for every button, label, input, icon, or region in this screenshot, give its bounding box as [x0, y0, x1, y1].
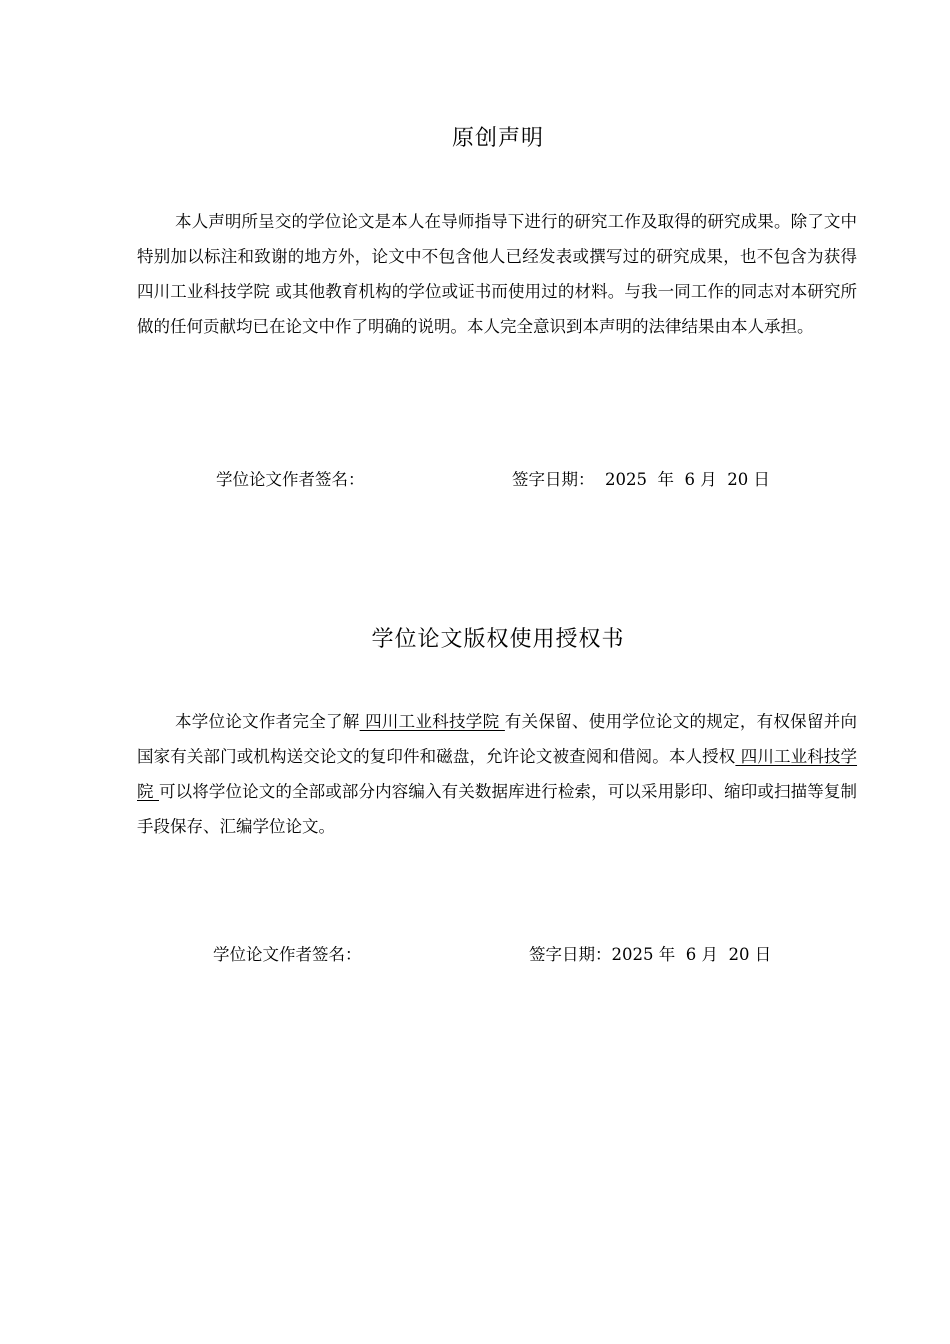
authorization-date-label: 签字日期： [529, 945, 612, 964]
authorization-institution-2: 四川工业科技学院 [137, 747, 858, 801]
authorization-signature-label: 学位论文作者签名： [213, 945, 362, 964]
declaration-date [512, 468, 770, 492]
declaration-date-value: 2025 年 6 月 20 日 [594, 470, 770, 489]
authorization-date-value: 2025 年 6 月 20 日 [611, 945, 772, 964]
declaration-date-label: 签字日期： [512, 470, 595, 489]
authorization-text-3: 可以将学位论文的全部或部分内容编入有关数据库进行检索，可以采用影印、缩印或扫描等复制手段保存、汇编学位论文。 [137, 782, 858, 836]
declaration-text-2: 或其他教育机构的学位或证书而使用过的材料。与我一同工作的同志对本研究所做的任何贡献均已在论文中作了明确的说明。本人完全意识到本声明的法律结果由本人承担。 [137, 282, 857, 336]
authorization-date [529, 943, 771, 967]
authorization-text-1: 本学位论文作者完全了解 [175, 712, 360, 731]
authorization-title: 学位论文版权使用授权书 [371, 627, 625, 652]
declaration-body [137, 204, 857, 344]
declaration-institution: 四川工业科技学院 [137, 282, 276, 301]
declaration-signature-label: 学位论文作者签名： [216, 470, 365, 489]
declaration-title: 原创声明 [451, 126, 544, 151]
declaration-text-1: 本人声明所呈交的学位论文是本人在导师指导下进行的研究工作及取得的研究成果。除了文中特别加以标注和致谢的地方外，论文中不包含他人已经发表或撰写过的研究成果，也不包含为获得 [137, 212, 857, 266]
authorization-body [137, 704, 857, 844]
authorization-text-2: 有关保留、使用学位论文的规定，有权保留并向国家有关部门或机构送交论文的复印件和磁盘，允许论文被查阅和借阅。本人授权 [137, 712, 858, 766]
authorization-institution-1: 四川工业科技学院 [359, 712, 505, 731]
